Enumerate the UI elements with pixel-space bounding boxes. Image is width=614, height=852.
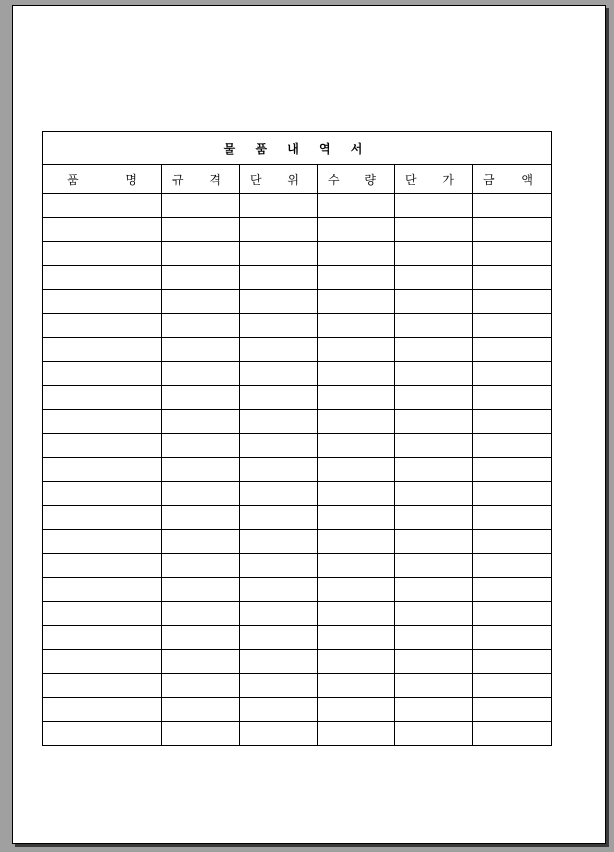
table-cell[interactable] xyxy=(240,314,318,338)
table-header-row xyxy=(43,165,552,194)
table-row xyxy=(43,290,552,314)
table-row xyxy=(43,506,552,530)
table-cell[interactable] xyxy=(473,434,552,458)
table-cell[interactable] xyxy=(162,362,240,386)
table-cell[interactable] xyxy=(318,722,395,746)
table-row xyxy=(43,266,552,290)
table-cell[interactable] xyxy=(43,722,162,746)
table-row xyxy=(43,386,552,410)
column-header-right: 격 xyxy=(209,172,221,187)
table-cell[interactable] xyxy=(473,554,552,578)
table-cell[interactable] xyxy=(240,530,318,554)
table-cell[interactable] xyxy=(240,650,318,674)
table-cell[interactable] xyxy=(43,578,162,602)
table-cell[interactable] xyxy=(318,530,395,554)
table-cell[interactable] xyxy=(162,314,240,338)
table-cell[interactable] xyxy=(162,578,240,602)
column-header-left: 단 xyxy=(250,172,262,187)
table-cell[interactable] xyxy=(395,722,473,746)
table-row xyxy=(43,530,552,554)
table-cell[interactable] xyxy=(43,290,162,314)
column-header-spec xyxy=(162,165,240,194)
table-cell[interactable] xyxy=(43,602,162,626)
table-cell[interactable] xyxy=(162,194,240,218)
table-row xyxy=(43,362,552,386)
table-row xyxy=(43,242,552,266)
table-cell[interactable] xyxy=(395,650,473,674)
table-cell[interactable] xyxy=(43,218,162,242)
table-cell[interactable] xyxy=(162,338,240,362)
table-cell[interactable] xyxy=(318,578,395,602)
table-cell[interactable] xyxy=(473,386,552,410)
table-cell[interactable] xyxy=(318,506,395,530)
table-cell[interactable] xyxy=(395,218,473,242)
table-cell[interactable] xyxy=(43,698,162,722)
table-cell[interactable] xyxy=(240,506,318,530)
table-cell[interactable] xyxy=(318,410,395,434)
table-cell[interactable] xyxy=(318,266,395,290)
table-cell[interactable] xyxy=(473,266,552,290)
table-cell[interactable] xyxy=(318,386,395,410)
document-title: 물 품 내 역 서 xyxy=(223,141,371,156)
table-row xyxy=(43,410,552,434)
column-header-right: 위 xyxy=(287,172,299,187)
table-cell[interactable] xyxy=(318,362,395,386)
table-cell[interactable] xyxy=(473,602,552,626)
table-cell[interactable] xyxy=(395,434,473,458)
table-cell[interactable] xyxy=(240,626,318,650)
column-header-left: 규 xyxy=(172,172,184,187)
table-cell[interactable] xyxy=(43,650,162,674)
table-cell[interactable] xyxy=(318,314,395,338)
table-cell[interactable] xyxy=(473,506,552,530)
table-cell[interactable] xyxy=(240,602,318,626)
table-cell[interactable] xyxy=(318,218,395,242)
table-cell[interactable] xyxy=(162,242,240,266)
table-cell[interactable] xyxy=(162,482,240,506)
table-cell[interactable] xyxy=(395,362,473,386)
table-cell[interactable] xyxy=(162,626,240,650)
table-cell[interactable] xyxy=(395,194,473,218)
table-cell[interactable] xyxy=(43,410,162,434)
column-header-right: 량 xyxy=(364,172,376,187)
table-cell[interactable] xyxy=(240,434,318,458)
table-cell[interactable] xyxy=(43,338,162,362)
table-cell[interactable] xyxy=(240,674,318,698)
table-cell[interactable] xyxy=(162,266,240,290)
table-cell[interactable] xyxy=(473,458,552,482)
table-row xyxy=(43,578,552,602)
table-cell[interactable] xyxy=(473,722,552,746)
table-cell[interactable] xyxy=(395,266,473,290)
table-cell[interactable] xyxy=(473,530,552,554)
table-row xyxy=(43,434,552,458)
table-cell[interactable] xyxy=(395,242,473,266)
table-cell[interactable] xyxy=(473,242,552,266)
table-cell[interactable] xyxy=(240,386,318,410)
page-shadow xyxy=(606,8,609,847)
column-header-amount xyxy=(473,165,552,194)
table-cell[interactable] xyxy=(240,554,318,578)
column-header-unit xyxy=(240,165,318,194)
table-row xyxy=(43,194,552,218)
table-cell[interactable] xyxy=(395,674,473,698)
table-cell[interactable] xyxy=(43,554,162,578)
column-header-unit-price xyxy=(395,165,473,194)
column-header-right: 액 xyxy=(521,172,534,187)
table-cell[interactable] xyxy=(318,242,395,266)
table-cell[interactable] xyxy=(473,626,552,650)
table-cell[interactable] xyxy=(473,650,552,674)
table-cell[interactable] xyxy=(318,626,395,650)
table-cell[interactable] xyxy=(240,722,318,746)
table-row xyxy=(43,554,552,578)
table-cell[interactable] xyxy=(318,602,395,626)
table-cell[interactable] xyxy=(318,434,395,458)
column-header-item-name xyxy=(43,165,162,194)
table-cell[interactable] xyxy=(162,458,240,482)
table-cell[interactable] xyxy=(473,698,552,722)
table-cell[interactable] xyxy=(240,578,318,602)
table-cell[interactable] xyxy=(395,314,473,338)
table-cell[interactable] xyxy=(395,458,473,482)
column-header-left: 품 xyxy=(67,172,79,187)
column-header-left: 금 xyxy=(483,172,495,187)
table-cell[interactable] xyxy=(43,674,162,698)
table-cell[interactable] xyxy=(240,482,318,506)
table-cell[interactable] xyxy=(162,698,240,722)
table-cell[interactable] xyxy=(473,578,552,602)
table-cell[interactable] xyxy=(318,650,395,674)
table-row xyxy=(43,458,552,482)
table-cell[interactable] xyxy=(43,362,162,386)
table-cell[interactable] xyxy=(43,458,162,482)
column-header-quantity xyxy=(318,165,395,194)
table-cell[interactable] xyxy=(43,242,162,266)
table-cell[interactable] xyxy=(318,554,395,578)
table-cell[interactable] xyxy=(162,722,240,746)
table-cell[interactable] xyxy=(395,506,473,530)
table-row xyxy=(43,602,552,626)
table-cell[interactable] xyxy=(162,386,240,410)
table-cell[interactable] xyxy=(395,410,473,434)
table-cell[interactable] xyxy=(473,314,552,338)
page-shadow xyxy=(15,844,609,847)
table-cell[interactable] xyxy=(395,626,473,650)
table-cell[interactable] xyxy=(162,218,240,242)
table-cell[interactable] xyxy=(395,578,473,602)
table-cell[interactable] xyxy=(162,410,240,434)
table-cell[interactable] xyxy=(162,290,240,314)
table-cell[interactable] xyxy=(395,386,473,410)
table-cell[interactable] xyxy=(43,530,162,554)
table-cell[interactable] xyxy=(395,482,473,506)
table-cell[interactable] xyxy=(395,554,473,578)
table-cell[interactable] xyxy=(162,650,240,674)
table-cell[interactable] xyxy=(395,698,473,722)
table-row xyxy=(43,218,552,242)
column-header-left: 수 xyxy=(328,172,340,187)
column-header-left: 단 xyxy=(405,172,417,187)
table-cell[interactable] xyxy=(43,194,162,218)
table-cell[interactable] xyxy=(473,410,552,434)
table-cell[interactable] xyxy=(162,434,240,458)
table-cell[interactable] xyxy=(43,386,162,410)
items-table xyxy=(42,131,552,746)
table-cell[interactable] xyxy=(395,530,473,554)
table-cell[interactable] xyxy=(240,218,318,242)
table-cell[interactable] xyxy=(318,458,395,482)
table-cell[interactable] xyxy=(473,362,552,386)
table-row xyxy=(43,722,552,746)
table-cell[interactable] xyxy=(395,602,473,626)
table-row xyxy=(43,698,552,722)
table-cell[interactable] xyxy=(240,458,318,482)
table-cell[interactable] xyxy=(318,698,395,722)
table-cell[interactable] xyxy=(473,194,552,218)
table-cell[interactable] xyxy=(240,194,318,218)
table-cell[interactable] xyxy=(240,410,318,434)
table-cell[interactable] xyxy=(240,242,318,266)
table-cell[interactable] xyxy=(43,434,162,458)
table-cell[interactable] xyxy=(240,698,318,722)
table-cell[interactable] xyxy=(318,290,395,314)
table-cell[interactable] xyxy=(43,626,162,650)
table-cell[interactable] xyxy=(318,674,395,698)
table-cell[interactable] xyxy=(43,266,162,290)
column-header-right: 명 xyxy=(125,172,137,187)
table-cell[interactable] xyxy=(162,530,240,554)
table-cell[interactable] xyxy=(473,482,552,506)
table-row xyxy=(43,338,552,362)
table-row xyxy=(43,482,552,506)
table-cell[interactable] xyxy=(473,218,552,242)
table-title-cell xyxy=(43,132,552,165)
table-cell[interactable] xyxy=(240,362,318,386)
table-cell[interactable] xyxy=(240,338,318,362)
table-cell[interactable] xyxy=(473,674,552,698)
table-cell[interactable] xyxy=(162,674,240,698)
column-header-right: 가 xyxy=(442,172,454,187)
table-cell[interactable] xyxy=(162,602,240,626)
table-cell[interactable] xyxy=(162,506,240,530)
table-cell[interactable] xyxy=(162,554,240,578)
table-row xyxy=(43,674,552,698)
table-cell[interactable] xyxy=(240,290,318,314)
table-cell[interactable] xyxy=(318,338,395,362)
table-cell[interactable] xyxy=(395,338,473,362)
table-cell[interactable] xyxy=(318,482,395,506)
table-row xyxy=(43,626,552,650)
table-cell[interactable] xyxy=(473,338,552,362)
table-cell[interactable] xyxy=(43,506,162,530)
table-cell[interactable] xyxy=(43,482,162,506)
table-cell[interactable] xyxy=(318,194,395,218)
table-cell[interactable] xyxy=(395,290,473,314)
table-cell[interactable] xyxy=(43,314,162,338)
table-row xyxy=(43,314,552,338)
table-cell[interactable] xyxy=(473,290,552,314)
table-cell[interactable] xyxy=(240,266,318,290)
table-row xyxy=(43,650,552,674)
